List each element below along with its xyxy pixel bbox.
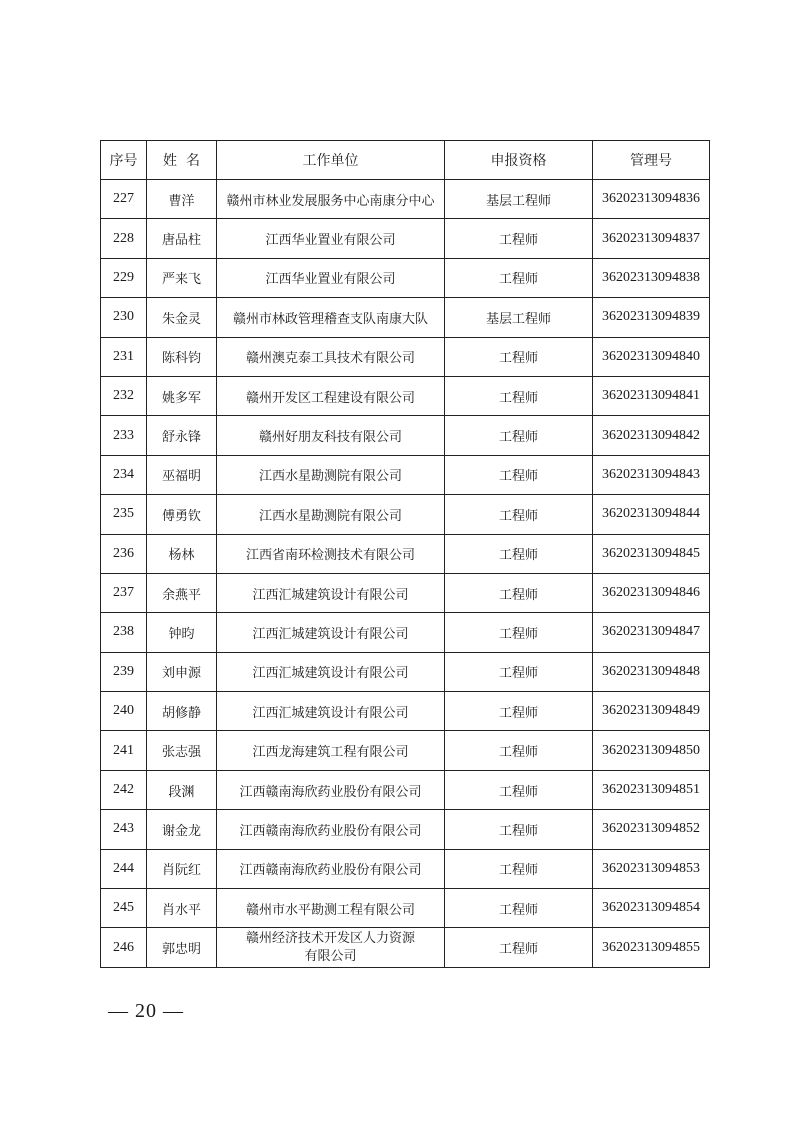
- cell-qualification: 工程师: [445, 731, 593, 770]
- cell-code: 36202313094852: [593, 810, 710, 849]
- table-row: [101, 573, 710, 612]
- header-row: [101, 141, 710, 180]
- cell-code: 36202313094850: [593, 731, 710, 770]
- cell-qualification: 工程师: [445, 889, 593, 928]
- table-body: [101, 180, 710, 968]
- cell-unit: 江西汇城建筑设计有限公司: [217, 692, 445, 731]
- cell-unit: 江西华业置业有限公司: [217, 219, 445, 258]
- table-row: [101, 219, 710, 258]
- table-row: [101, 258, 710, 297]
- cell-qualification: 工程师: [445, 258, 593, 297]
- cell-qualification: 基层工程师: [445, 180, 593, 219]
- table-row: [101, 810, 710, 849]
- cell-unit: 江西华业置业有限公司: [217, 258, 445, 297]
- header-name: 姓 名: [147, 141, 217, 180]
- table-row: [101, 889, 710, 928]
- roster-table: [100, 140, 710, 968]
- header-no: 序号: [101, 141, 147, 180]
- table-row: [101, 928, 710, 967]
- cell-name: 陈科钧: [147, 337, 217, 376]
- cell-name: 张志强: [147, 731, 217, 770]
- cell-code: 36202313094837: [593, 219, 710, 258]
- cell-code: 36202313094853: [593, 849, 710, 888]
- table-row: [101, 495, 710, 534]
- cell-no: 231: [101, 337, 147, 376]
- cell-no: 243: [101, 810, 147, 849]
- cell-unit: 江西赣南海欣药业股份有限公司: [217, 770, 445, 809]
- table-row: [101, 849, 710, 888]
- cell-name: 刘申源: [147, 652, 217, 691]
- cell-unit: 赣州澳克泰工具技术有限公司: [217, 337, 445, 376]
- cell-qualification: 工程师: [445, 573, 593, 612]
- cell-name: 严来飞: [147, 258, 217, 297]
- cell-unit: 江西龙海建筑工程有限公司: [217, 731, 445, 770]
- cell-unit: 江西省南环检测技术有限公司: [217, 534, 445, 573]
- header-code: 管理号: [593, 141, 710, 180]
- cell-unit: 江西赣南海欣药业股份有限公司: [217, 810, 445, 849]
- cell-name: 郭忠明: [147, 928, 217, 967]
- table-row: [101, 298, 710, 337]
- table-row: [101, 180, 710, 219]
- cell-no: 232: [101, 376, 147, 415]
- cell-name: 舒永锋: [147, 416, 217, 455]
- cell-no: 241: [101, 731, 147, 770]
- cell-name: 曹洋: [147, 180, 217, 219]
- cell-no: 236: [101, 534, 147, 573]
- cell-qualification: 工程师: [445, 928, 593, 967]
- cell-code: 36202313094851: [593, 770, 710, 809]
- cell-no: 238: [101, 613, 147, 652]
- cell-qualification: 工程师: [445, 534, 593, 573]
- cell-no: 244: [101, 849, 147, 888]
- cell-qualification: 基层工程师: [445, 298, 593, 337]
- cell-code: 36202313094849: [593, 692, 710, 731]
- cell-unit: 江西汇城建筑设计有限公司: [217, 652, 445, 691]
- table-row: [101, 770, 710, 809]
- cell-unit: 江西汇城建筑设计有限公司: [217, 613, 445, 652]
- table-row: [101, 416, 710, 455]
- cell-name: 唐品柱: [147, 219, 217, 258]
- cell-code: 36202313094855: [593, 928, 710, 967]
- page-number: — 20 —: [108, 1000, 184, 1022]
- cell-qualification: 工程师: [445, 692, 593, 731]
- cell-name: 肖阮红: [147, 849, 217, 888]
- cell-code: 36202313094836: [593, 180, 710, 219]
- cell-name: 姚多军: [147, 376, 217, 415]
- cell-no: 246: [101, 928, 147, 967]
- table-row: [101, 613, 710, 652]
- header-qualification: 申报资格: [445, 141, 593, 180]
- cell-no: 235: [101, 495, 147, 534]
- cell-name: 朱金灵: [147, 298, 217, 337]
- cell-no: 242: [101, 770, 147, 809]
- cell-no: 234: [101, 455, 147, 494]
- cell-qualification: 工程师: [445, 849, 593, 888]
- cell-no: 227: [101, 180, 147, 219]
- cell-code: 36202313094842: [593, 416, 710, 455]
- cell-unit: 赣州市水平勘测工程有限公司: [217, 889, 445, 928]
- table-row: [101, 652, 710, 691]
- header-unit: 工作单位: [217, 141, 445, 180]
- cell-no: 233: [101, 416, 147, 455]
- cell-code: 36202313094843: [593, 455, 710, 494]
- cell-unit: 赣州市林政管理稽查支队南康大队: [217, 298, 445, 337]
- cell-qualification: 工程师: [445, 613, 593, 652]
- cell-qualification: 工程师: [445, 455, 593, 494]
- cell-no: 245: [101, 889, 147, 928]
- cell-no: 228: [101, 219, 147, 258]
- cell-no: 230: [101, 298, 147, 337]
- cell-code: 36202313094838: [593, 258, 710, 297]
- table-row: [101, 534, 710, 573]
- cell-name: 余燕平: [147, 573, 217, 612]
- table-row: [101, 376, 710, 415]
- cell-unit: 赣州经济技术开发区人力资源有限公司: [217, 928, 445, 967]
- cell-unit: 江西汇城建筑设计有限公司: [217, 573, 445, 612]
- cell-name: 傅勇钦: [147, 495, 217, 534]
- cell-unit: 赣州好朋友科技有限公司: [217, 416, 445, 455]
- cell-no: 229: [101, 258, 147, 297]
- table-row: [101, 455, 710, 494]
- cell-no: 239: [101, 652, 147, 691]
- cell-name: 钟昀: [147, 613, 217, 652]
- cell-qualification: 工程师: [445, 376, 593, 415]
- cell-no: 237: [101, 573, 147, 612]
- cell-name: 胡修静: [147, 692, 217, 731]
- table-row: [101, 337, 710, 376]
- cell-name: 段渊: [147, 770, 217, 809]
- cell-code: 36202313094839: [593, 298, 710, 337]
- cell-qualification: 工程师: [445, 219, 593, 258]
- cell-unit: 江西水星勘测院有限公司: [217, 495, 445, 534]
- cell-unit: 江西水星勘测院有限公司: [217, 455, 445, 494]
- table-header: [101, 141, 710, 180]
- cell-qualification: 工程师: [445, 810, 593, 849]
- cell-code: 36202313094845: [593, 534, 710, 573]
- cell-name: 肖水平: [147, 889, 217, 928]
- cell-qualification: 工程师: [445, 416, 593, 455]
- cell-name: 杨林: [147, 534, 217, 573]
- cell-code: 36202313094840: [593, 337, 710, 376]
- cell-no: 240: [101, 692, 147, 731]
- cell-code: 36202313094847: [593, 613, 710, 652]
- cell-unit: 江西赣南海欣药业股份有限公司: [217, 849, 445, 888]
- cell-code: 36202313094841: [593, 376, 710, 415]
- cell-qualification: 工程师: [445, 652, 593, 691]
- cell-qualification: 工程师: [445, 337, 593, 376]
- cell-code: 36202313094848: [593, 652, 710, 691]
- cell-unit: 赣州开发区工程建设有限公司: [217, 376, 445, 415]
- cell-name: 巫福明: [147, 455, 217, 494]
- cell-unit: 赣州市林业发展服务中心南康分中心: [217, 180, 445, 219]
- cell-code: 36202313094846: [593, 573, 710, 612]
- cell-qualification: 工程师: [445, 495, 593, 534]
- cell-code: 36202313094844: [593, 495, 710, 534]
- table-row: [101, 692, 710, 731]
- table-row: [101, 731, 710, 770]
- cell-qualification: 工程师: [445, 770, 593, 809]
- cell-code: 36202313094854: [593, 889, 710, 928]
- cell-name: 谢金龙: [147, 810, 217, 849]
